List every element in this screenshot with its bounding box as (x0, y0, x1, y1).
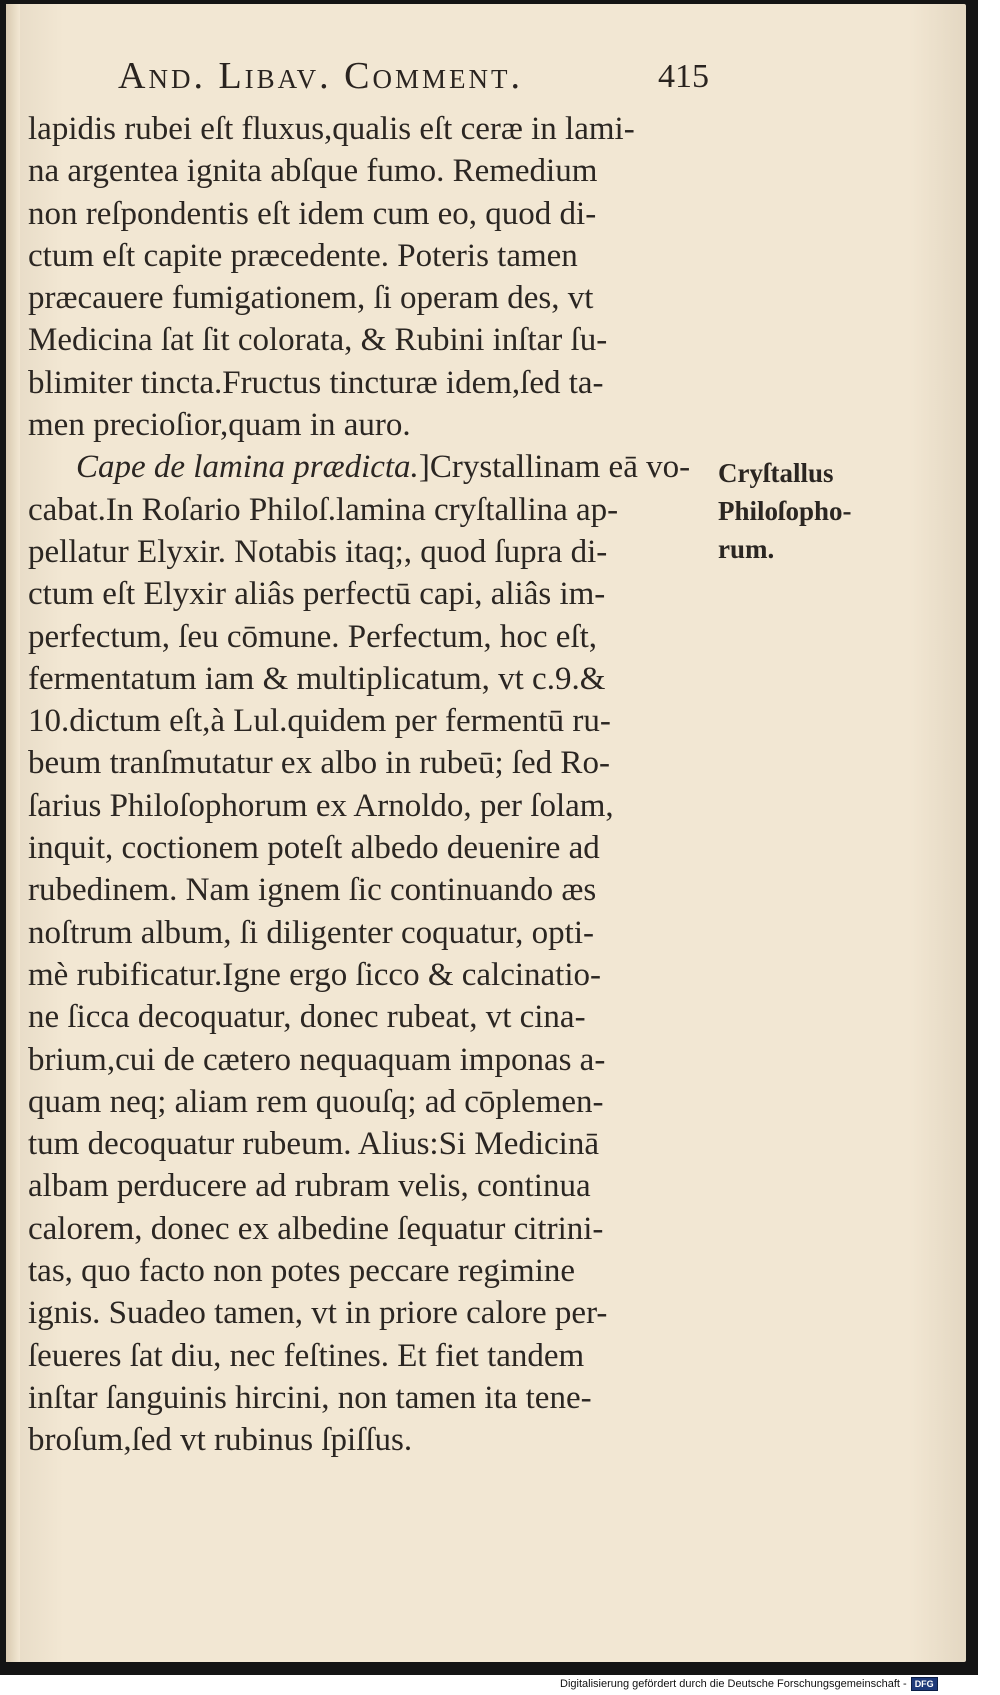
text-line: ctum eſt capite præcedente. Poteris tamen (28, 237, 578, 274)
text-line: blimiter tincta.Fructus tincturæ idem,ſed ta- (28, 364, 604, 401)
body-text (28, 108, 718, 1462)
digitization-footer (560, 1677, 1000, 1691)
text-line: broſum,ſed vt rubinus ſpiſſus. (28, 1422, 413, 1459)
page-gutter (6, 4, 20, 1662)
text-line: ſarius Philoſophorum ex Arnoldo, per ſolam, (28, 787, 614, 824)
text-line: calorem, donec ex albedine ſequatur citrini- (28, 1210, 604, 1247)
text-line: brium,cui de cætero nequaquam imponas a- (28, 1041, 606, 1078)
lemma: Cape de lamina prædicta. (76, 449, 419, 486)
text-line: ignis. Suadeo tamen, vt in priore calore per- (28, 1295, 608, 1332)
page-number: 415 (658, 58, 709, 95)
text-line: perfectum, ſeu cōmune. Perfectum, hoc eſt, (28, 618, 598, 655)
text-line: lapidis rubei eſt fluxus,qualis eſt ceræ in lami- (28, 111, 635, 147)
marginal-note (718, 454, 898, 568)
text-line: Medicina ſat ſit colorata, & Rubini inſtar ſu- (28, 322, 608, 359)
lemma-line (28, 446, 718, 488)
text-line: quam neq; aliam rem quouſq; ad cōplemen- (28, 1083, 604, 1120)
text-line: ctum eſt Elyxir aliâs perfectū capi, aliâs im- (28, 576, 606, 613)
text-line: non reſpondentis eſt idem cum eo, quod di- (28, 195, 597, 232)
text-line: albam perducere ad rubram velis, continua (28, 1168, 591, 1205)
text-line: beum tranſmutatur ex albo in rubeū; ſed Ro- (28, 745, 610, 782)
text-line: tum decoquatur rubeum. Alius:Si Medicinā (28, 1126, 599, 1163)
text-line: tas, quo facto non potes peccare regimine (28, 1253, 576, 1290)
marginal-note-line: Philoſopho- (718, 496, 852, 526)
text-line: inquit, coctionem poteſt albedo deuenire ad (28, 830, 600, 867)
text-line: rubedinem. Nam ignem ſic continuando æs (28, 872, 597, 909)
text-line: mè rubificatur.Igne ergo ſicco & calcinatio- (28, 956, 601, 993)
text-line: cabat.In Roſario Philoſ.lamina cryſtallina ap- (28, 491, 619, 528)
running-head: And. Libav. Comment. (118, 55, 524, 97)
text-line: inſtar ſanguinis hircini, non tamen ita tene- (28, 1379, 592, 1416)
marginal-note-line: rum. (718, 534, 775, 564)
lemma-bracket: ] (418, 449, 430, 486)
text-line: pellatur Elyxir. Notabis itaq;, quod ſupra di- (28, 533, 608, 570)
text-line: noſtrum album, ſi diligenter coquatur, opti- (28, 914, 594, 951)
text-line: fermentatum iam & multiplicatum, vt c.9.& (28, 660, 606, 697)
text-line: Crystallinam eā vo- (429, 449, 691, 486)
text-line: 10.dictum eſt,à Lul.quidem per fermentū ru- (28, 703, 611, 740)
text-line: ſeueres ſat diu, nec feſtines. Et fiet tandem (28, 1337, 585, 1374)
dfg-logo-icon: DFG (911, 1677, 938, 1691)
book-page (6, 4, 966, 1662)
text-line: men precioſior,quam in auro. (28, 407, 411, 444)
text-line: na argentea ignita abſque fumo. Remedium (28, 153, 598, 190)
footer-text: Digitalisierung gefördert durch die Deutsche Forschungsgemeinschaft - (560, 1677, 907, 1690)
marginal-note-line: Cryſtallus (718, 458, 834, 488)
text-line: ne ſicca decoquatur, donec rubeat, vt cina- (28, 999, 586, 1036)
text-line: præcauere fumigationem, ſi operam des, vt (28, 280, 594, 317)
